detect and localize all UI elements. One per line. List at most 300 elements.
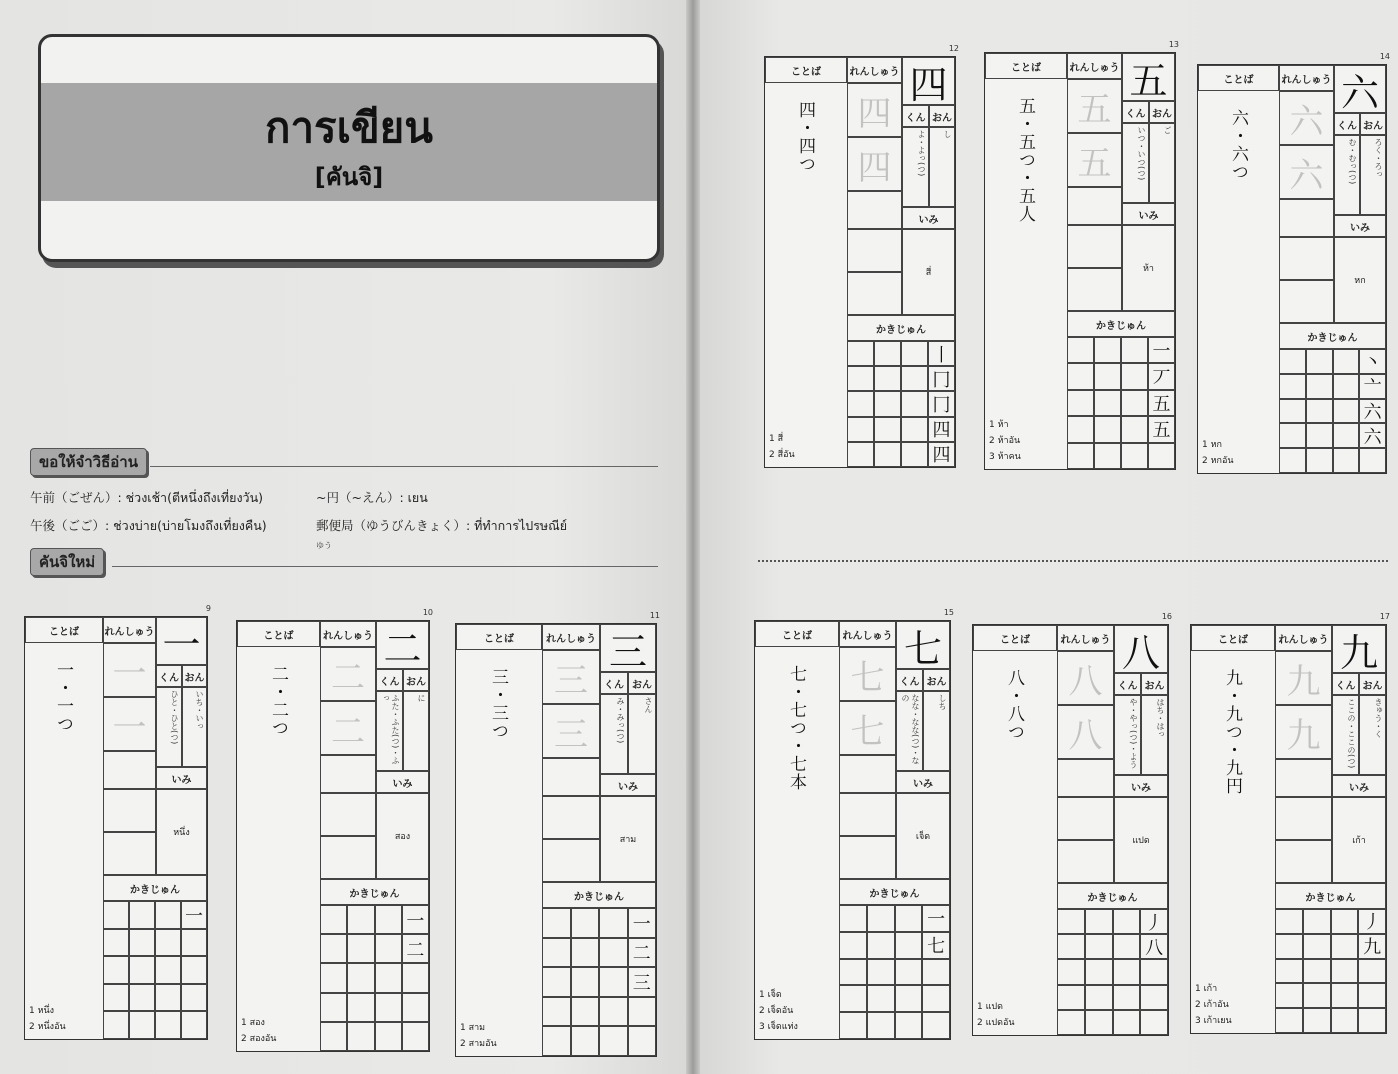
grid-box[interactable]: [375, 1022, 402, 1051]
kun-reading: なな・なな(つ)・なの: [896, 691, 923, 771]
renshuu-header: れんしゅう: [1279, 65, 1334, 91]
trace-box[interactable]: 四: [847, 137, 902, 191]
kotoba-header: ことば: [765, 57, 847, 83]
grid-box[interactable]: [103, 929, 129, 957]
grid-box[interactable]: [542, 1026, 571, 1056]
grid-box[interactable]: [1331, 1008, 1359, 1033]
grid-box[interactable]: [1303, 934, 1331, 959]
stroke-order-box[interactable]: [181, 929, 207, 957]
word-meanings: [460, 1020, 497, 1052]
grid-box[interactable]: [839, 1012, 867, 1039]
grid-box[interactable]: [320, 934, 347, 963]
page-number: 12: [948, 44, 959, 53]
grid-box[interactable]: [901, 417, 928, 442]
grid-box[interactable]: [375, 993, 402, 1022]
grid-box[interactable]: [1333, 349, 1360, 374]
practice-box[interactable]: [542, 796, 600, 839]
grid-box[interactable]: [839, 985, 867, 1012]
stroke-order-box[interactable]: [1140, 1010, 1168, 1035]
grid-box[interactable]: [129, 1011, 155, 1039]
kakijun-header: かきじゅん: [1275, 883, 1386, 909]
stroke-order-box[interactable]: 三: [628, 967, 657, 997]
kanji-card: [236, 608, 433, 1052]
on-reading: さん: [628, 694, 656, 774]
grid-box[interactable]: [874, 366, 901, 391]
on-reading: はち・はっ: [1141, 695, 1168, 775]
grid-box[interactable]: [103, 956, 129, 984]
practice-box[interactable]: [1275, 759, 1332, 797]
renshuu-header: れんしゅう: [1057, 625, 1114, 651]
practice-box[interactable]: [1057, 759, 1114, 797]
grid-box[interactable]: [599, 938, 628, 968]
stroke-order-box[interactable]: [1140, 985, 1168, 1010]
word-meaning: 1 แปด: [977, 1002, 1003, 1012]
kanji-card: [984, 40, 1179, 470]
word-meaning: 2 สามอัน: [460, 1039, 497, 1049]
imi-header: いみ: [1332, 775, 1386, 797]
kanji-character: 四: [902, 57, 955, 105]
grid-box[interactable]: [375, 934, 402, 963]
grid-box[interactable]: [1279, 448, 1306, 473]
on-reading: しち: [923, 691, 950, 771]
stroke-order-box[interactable]: [402, 993, 429, 1022]
trace-box[interactable]: 三: [542, 650, 600, 704]
grid-box[interactable]: [1275, 909, 1303, 934]
grid-box[interactable]: [1121, 363, 1148, 389]
stroke-order-box[interactable]: 四: [928, 417, 955, 442]
trace-box[interactable]: 八: [1057, 651, 1114, 705]
grid-box[interactable]: [320, 1022, 347, 1051]
stroke-order-box[interactable]: 一: [1148, 337, 1175, 363]
grid-box[interactable]: [1057, 1010, 1085, 1035]
practice-box[interactable]: [839, 755, 896, 793]
grid-box[interactable]: [1067, 390, 1094, 416]
grid-box[interactable]: [155, 956, 181, 984]
trace-box[interactable]: 七: [839, 647, 896, 701]
grid-box[interactable]: [839, 932, 867, 959]
word-meaning: 2 แปดอัน: [977, 1018, 1015, 1028]
section-new-kanji-label: คันจิใหม่: [30, 548, 104, 576]
grid-box[interactable]: [1085, 985, 1113, 1010]
stroke-order-box[interactable]: 亠: [1359, 374, 1386, 399]
grid-box[interactable]: [867, 905, 895, 932]
grid-box[interactable]: [847, 391, 874, 416]
kotoba-header: ことば: [755, 621, 839, 647]
grid-box[interactable]: [847, 417, 874, 442]
kanji-meaning: หนึ่ง: [156, 789, 207, 875]
practice-box[interactable]: [1067, 225, 1122, 268]
kanji-meaning: เก้า: [1332, 797, 1386, 883]
grid-box[interactable]: [347, 1022, 374, 1051]
grid-box[interactable]: [571, 938, 600, 968]
practice-box[interactable]: [1057, 797, 1114, 840]
renshuu-header: れんしゅう: [1067, 53, 1122, 79]
kun-reading: ふた・ふた(つ)・ふっ: [376, 691, 403, 771]
grid-box[interactable]: [1333, 448, 1360, 473]
grid-box[interactable]: [599, 908, 628, 938]
grid-box[interactable]: [895, 932, 923, 959]
grid-box[interactable]: [1113, 959, 1141, 984]
grid-box[interactable]: [1121, 416, 1148, 442]
grid-box[interactable]: [347, 963, 374, 992]
kanji-meaning: ห้า: [1122, 225, 1175, 311]
grid-box[interactable]: [155, 984, 181, 1012]
stroke-order-box[interactable]: 丶: [1359, 349, 1386, 374]
imi-header: いみ: [376, 771, 429, 793]
stroke-order-box[interactable]: [181, 984, 207, 1012]
practice-box[interactable]: [1279, 280, 1334, 323]
kanji-meaning: สอง: [376, 793, 429, 879]
practice-box[interactable]: [542, 839, 600, 882]
grid-box[interactable]: [347, 993, 374, 1022]
grid-box[interactable]: [1306, 423, 1333, 448]
kotoba-word: 九・九つ・九円: [1222, 669, 1242, 795]
grid-box[interactable]: [1067, 337, 1094, 363]
grid-box[interactable]: [542, 938, 571, 968]
trace-box[interactable]: 七: [839, 701, 896, 755]
imi-header: いみ: [156, 767, 207, 789]
grid-box[interactable]: [375, 905, 402, 934]
kanji-meaning: แปด: [1114, 797, 1168, 883]
practice-box[interactable]: [847, 272, 902, 315]
kun-reading: み・みっ(つ): [600, 694, 628, 774]
imi-header: いみ: [600, 774, 656, 796]
note-en: ~円（~えん）: เยน: [316, 490, 428, 505]
grid-box[interactable]: [542, 967, 571, 997]
stroke-order-box[interactable]: 五: [1148, 416, 1175, 442]
stroke-order-box[interactable]: 一: [628, 908, 657, 938]
note-gogo: 午後（ごご）: ช่วงบ่าย(บ่ายโมงถึงเที่ยงคืน): [30, 518, 267, 533]
stroke-order-box[interactable]: [628, 997, 657, 1027]
trace-box[interactable]: 二: [320, 701, 376, 755]
word-meaning: 1 สอง: [241, 1018, 265, 1028]
stroke-order-box[interactable]: 六: [1359, 399, 1386, 424]
stroke-order-box[interactable]: [402, 963, 429, 992]
practice-box[interactable]: [847, 191, 902, 229]
grid-box[interactable]: [1067, 443, 1094, 469]
grid-box[interactable]: [895, 905, 923, 932]
on-header: おん: [182, 665, 207, 687]
grid-box[interactable]: [1306, 399, 1333, 424]
practice-box[interactable]: [542, 758, 600, 796]
grid-box[interactable]: [895, 959, 923, 986]
grid-box[interactable]: [1279, 349, 1306, 374]
word-meaning: 3 เก้าเยน: [1195, 1016, 1232, 1026]
grid-box[interactable]: [1331, 934, 1359, 959]
trace-box[interactable]: 三: [542, 704, 600, 758]
grid-box[interactable]: [1333, 374, 1360, 399]
kakijun-header: かきじゅん: [1057, 883, 1168, 909]
kakijun-header: かきじゅん: [1067, 311, 1175, 337]
renshuu-header: れんしゅう: [542, 624, 600, 650]
grid-box[interactable]: [901, 442, 928, 467]
word-meaning: 2 ห้าอัน: [989, 436, 1021, 446]
grid-box[interactable]: [155, 1011, 181, 1039]
grid-box[interactable]: [1279, 423, 1306, 448]
on-header: おん: [929, 105, 955, 127]
grid-box[interactable]: [1331, 909, 1359, 934]
kun-header: くん: [156, 665, 182, 687]
grid-box[interactable]: [901, 391, 928, 416]
stroke-order-box[interactable]: [1359, 448, 1386, 473]
grid-box[interactable]: [1279, 399, 1306, 424]
grid-box[interactable]: [1094, 443, 1121, 469]
grid-box[interactable]: [129, 929, 155, 957]
trace-box[interactable]: 一: [103, 697, 156, 751]
kanji-card: [764, 44, 959, 468]
practice-box[interactable]: [839, 836, 896, 879]
grid-box[interactable]: [901, 366, 928, 391]
grid-box[interactable]: [1067, 363, 1094, 389]
practice-box[interactable]: [320, 836, 376, 879]
grid-box[interactable]: [1094, 416, 1121, 442]
grid-box[interactable]: [901, 341, 928, 366]
grid-box[interactable]: [1306, 349, 1333, 374]
kanji-character: 九: [1332, 625, 1386, 673]
trace-box[interactable]: 二: [320, 647, 376, 701]
trace-box[interactable]: 八: [1057, 705, 1114, 759]
word-meaning: 1 เก้า: [1195, 984, 1218, 994]
stroke-order-box[interactable]: 冂: [928, 366, 955, 391]
on-header: おん: [403, 669, 429, 691]
stroke-order-box[interactable]: 丿: [1358, 909, 1386, 934]
kotoba-header: ことば: [985, 53, 1067, 79]
grid-box[interactable]: [320, 963, 347, 992]
grid-box[interactable]: [867, 959, 895, 986]
trace-box[interactable]: 九: [1275, 705, 1332, 759]
grid-box[interactable]: [155, 929, 181, 957]
grid-box[interactable]: [347, 905, 374, 934]
practice-box[interactable]: [103, 751, 156, 789]
kotoba-word: 五・五つ・五人: [1015, 97, 1035, 223]
practice-box[interactable]: [1057, 840, 1114, 883]
grid-box[interactable]: [895, 1012, 923, 1039]
grid-box[interactable]: [1303, 983, 1331, 1008]
grid-box[interactable]: [1085, 934, 1113, 959]
grid-box[interactable]: [839, 905, 867, 932]
stroke-order-box[interactable]: [922, 959, 950, 986]
grid-box[interactable]: [571, 908, 600, 938]
grid-box[interactable]: [1094, 390, 1121, 416]
stroke-order-box[interactable]: 一: [181, 901, 207, 929]
kanji-card: [754, 608, 954, 1040]
on-header: おん: [923, 669, 950, 691]
grid-box[interactable]: [1303, 909, 1331, 934]
grid-box[interactable]: [1121, 443, 1148, 469]
grid-box[interactable]: [847, 366, 874, 391]
on-reading: いち・いっ: [182, 687, 207, 767]
grid-box[interactable]: [129, 901, 155, 929]
kakijun-header: かきじゅん: [320, 879, 429, 905]
word-meanings: [989, 417, 1021, 465]
grid-box[interactable]: [1331, 983, 1359, 1008]
stroke-order-box[interactable]: [181, 1011, 207, 1039]
page-title: การเขียน: [265, 103, 433, 152]
grid-box[interactable]: [1303, 1008, 1331, 1033]
stroke-order-box[interactable]: 一: [922, 905, 950, 932]
grid-box[interactable]: [129, 956, 155, 984]
page-subtitle: [คันจิ]: [314, 163, 384, 191]
stroke-order-box[interactable]: 冂: [928, 391, 955, 416]
grid-box[interactable]: [1067, 416, 1094, 442]
stroke-order-box[interactable]: 二: [402, 934, 429, 963]
practice-box[interactable]: [320, 793, 376, 836]
trace-box[interactable]: 五: [1067, 79, 1122, 133]
stroke-order-box[interactable]: [1148, 443, 1175, 469]
stroke-order-box[interactable]: 二: [628, 938, 657, 968]
stroke-order-box[interactable]: [1358, 959, 1386, 984]
grid-box[interactable]: [874, 341, 901, 366]
kakijun-header: かきじゅん: [103, 875, 207, 901]
word-meaning: 3 ห้าคน: [989, 452, 1021, 462]
grid-box[interactable]: [571, 967, 600, 997]
stroke-order-box[interactable]: [922, 985, 950, 1012]
grid-box[interactable]: [1275, 1008, 1303, 1033]
grid-box[interactable]: [874, 391, 901, 416]
stroke-order-box[interactable]: [181, 956, 207, 984]
grid-box[interactable]: [1057, 934, 1085, 959]
grid-box[interactable]: [542, 908, 571, 938]
practice-box[interactable]: [103, 789, 156, 832]
grid-box[interactable]: [874, 417, 901, 442]
grid-box[interactable]: [571, 997, 600, 1027]
stroke-order-box[interactable]: [922, 1012, 950, 1039]
grid-box[interactable]: [1113, 909, 1141, 934]
grid-box[interactable]: [895, 985, 923, 1012]
imi-header: いみ: [1334, 215, 1386, 237]
grid-box[interactable]: [1057, 909, 1085, 934]
practice-box[interactable]: [847, 229, 902, 272]
trace-box[interactable]: 六: [1279, 145, 1334, 199]
word-meaning: 2 หนึ่งอัน: [29, 1022, 66, 1032]
grid-box[interactable]: [1057, 959, 1085, 984]
grid-box[interactable]: [1279, 374, 1306, 399]
note-gozen: 午前（ごぜん）: ช่วงเช้า(ตีหนึ่งถึงเที่ยงวัน): [30, 490, 264, 505]
grid-box[interactable]: [320, 905, 347, 934]
grid-box[interactable]: [599, 967, 628, 997]
grid-box[interactable]: [1333, 423, 1360, 448]
trace-box[interactable]: 五: [1067, 133, 1122, 187]
practice-box[interactable]: [1275, 840, 1332, 883]
grid-box[interactable]: [1113, 934, 1141, 959]
page-number: 17: [1379, 612, 1390, 621]
word-meanings: [977, 999, 1015, 1031]
grid-box[interactable]: [1275, 983, 1303, 1008]
grid-box[interactable]: [1303, 959, 1331, 984]
grid-box[interactable]: [103, 1011, 129, 1039]
trace-box[interactable]: 四: [847, 83, 902, 137]
stroke-order-box[interactable]: [402, 1022, 429, 1051]
grid-box[interactable]: [847, 442, 874, 467]
grid-box[interactable]: [867, 932, 895, 959]
grid-box[interactable]: [129, 984, 155, 1012]
grid-box[interactable]: [1306, 448, 1333, 473]
kanji-meaning: สี่: [902, 229, 955, 315]
grid-box[interactable]: [599, 1026, 628, 1056]
grid-box[interactable]: [839, 959, 867, 986]
kanji-card: [24, 604, 211, 1040]
kun-reading: や・やっ(つ)・よう: [1114, 695, 1141, 775]
trace-box[interactable]: 九: [1275, 651, 1332, 705]
grid-box[interactable]: [867, 985, 895, 1012]
trace-box[interactable]: 六: [1279, 91, 1334, 145]
kotoba-word: 一・一つ: [53, 661, 73, 733]
grid-box[interactable]: [1113, 1010, 1141, 1035]
section-reading-label: ขอให้จำวิธีอ่าน: [30, 448, 147, 476]
stroke-order-box[interactable]: 七: [922, 932, 950, 959]
practice-box[interactable]: [1279, 237, 1334, 280]
stroke-order-box[interactable]: 丆: [1148, 363, 1175, 389]
practice-box[interactable]: [839, 793, 896, 836]
practice-box[interactable]: [103, 832, 156, 875]
grid-box[interactable]: [542, 997, 571, 1027]
grid-box[interactable]: [347, 934, 374, 963]
imi-header: いみ: [1122, 203, 1175, 225]
grid-box[interactable]: [375, 963, 402, 992]
stroke-order-box[interactable]: [1140, 959, 1168, 984]
grid-box[interactable]: [1331, 959, 1359, 984]
grid-box[interactable]: [320, 993, 347, 1022]
stroke-order-box[interactable]: 八: [1140, 934, 1168, 959]
grid-box[interactable]: [1094, 337, 1121, 363]
grid-box[interactable]: [874, 442, 901, 467]
practice-box[interactable]: [1067, 187, 1122, 225]
practice-box[interactable]: [1279, 199, 1334, 237]
stroke-order-box[interactable]: [628, 1026, 657, 1056]
practice-box[interactable]: [320, 755, 376, 793]
practice-box[interactable]: [1275, 797, 1332, 840]
grid-box[interactable]: [599, 997, 628, 1027]
kun-reading: ここの・ここの(つ): [1332, 695, 1359, 775]
on-reading: きゅう・く: [1359, 695, 1386, 775]
grid-box[interactable]: [1094, 363, 1121, 389]
stroke-order-box[interactable]: 丿: [1140, 909, 1168, 934]
grid-box[interactable]: [155, 901, 181, 929]
grid-box[interactable]: [847, 341, 874, 366]
kotoba-header: ことば: [1198, 65, 1279, 91]
stroke-order-box[interactable]: 九: [1358, 934, 1386, 959]
kanji-character: 八: [1114, 625, 1168, 673]
grid-box[interactable]: [1085, 909, 1113, 934]
grid-box[interactable]: [1275, 934, 1303, 959]
grid-box[interactable]: [1121, 337, 1148, 363]
grid-box[interactable]: [867, 1012, 895, 1039]
grid-box[interactable]: [103, 901, 129, 929]
stroke-order-box[interactable]: [1358, 1008, 1386, 1033]
grid-box[interactable]: [1085, 959, 1113, 984]
stroke-order-box[interactable]: 四: [928, 442, 955, 467]
grid-box[interactable]: [103, 984, 129, 1012]
grid-box[interactable]: [1333, 399, 1360, 424]
stroke-order-box[interactable]: 五: [1148, 390, 1175, 416]
stroke-order-box[interactable]: [1358, 983, 1386, 1008]
stroke-order-box[interactable]: 一: [402, 905, 429, 934]
kanji-character: 七: [896, 621, 950, 669]
grid-box[interactable]: [1306, 374, 1333, 399]
trace-box[interactable]: 一: [103, 643, 156, 697]
stroke-order-box[interactable]: 丨: [928, 341, 955, 366]
grid-box[interactable]: [1275, 959, 1303, 984]
grid-box[interactable]: [571, 1026, 600, 1056]
stroke-order-box[interactable]: 六: [1359, 423, 1386, 448]
grid-box[interactable]: [1121, 390, 1148, 416]
grid-box[interactable]: [1113, 985, 1141, 1010]
practice-box[interactable]: [1067, 268, 1122, 311]
kakijun-header: かきじゅん: [839, 879, 950, 905]
grid-box[interactable]: [1057, 985, 1085, 1010]
grid-box[interactable]: [1085, 1010, 1113, 1035]
page-number: 14: [1379, 52, 1390, 61]
